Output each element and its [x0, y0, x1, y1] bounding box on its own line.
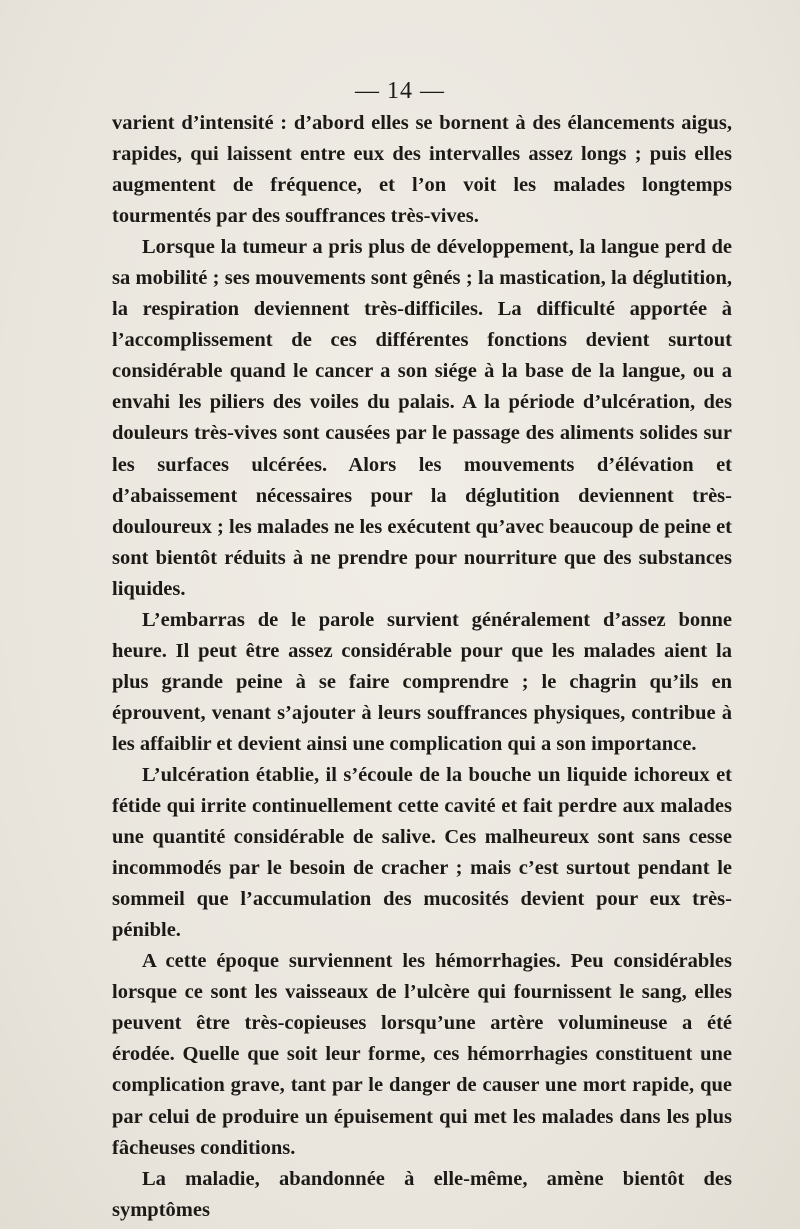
paragraph-5: A cette époque surviennent les hémorrhagies. Peu considérables lorsque ce sont les vaisseaux de l’ulcère qui fournissent le sang, elles peuvent être très-copieuses lorsqu’une artère volumineuse a été érodée. Quelle que soit leur forme, ces hémorrhagies constituent une complication grave, tant par le danger de causer une mort rapide, que par celui de produire un épuisement qui met les malades dans les plus fâcheuses conditions.: [112, 950, 732, 1159]
paragraph-3: L’embarras de le parole survient généralement d’assez bonne heure. Il peut être assez considérable pour que les malades aient la plus grande peine à se faire comprendre ; le chagrin qu’ils en éprouvent, venant s’ajouter à leurs souffrances physiques, contribue à les affaiblir et devient ainsi une complication qui a son importance.: [112, 608, 732, 755]
paragraph-2: Lorsque la tumeur a pris plus de développement, la langue perd de sa mobilité ; ses mouvements sont gênés ; la mastication, la déglutition, la respiration deviennent très-difficiles. La difficulté apportée à l’accomplissement de ces différentes fonctions devient surtout considérable quand le cancer a son siége à la base de la langue, ou a envahi les piliers des voiles du palais. A la période d’ulcération, des douleurs très-vives sont causées par le passage des aliments solides sur les surfaces ulcérées. Alors les mouvements d’élévation et d’abaissement nécessaires pour la déglutition deviennent très-douloureux ; les malades ne les exécutent qu’avec beaucoup de peine et sont bientôt réduits à ne prendre pour nourriture que des substances liquides.: [112, 236, 732, 600]
page-number-header: — 14 —: [355, 78, 445, 104]
paragraph-6: La maladie, abandonnée à elle-même, amène bientôt des symptômes: [112, 1167, 732, 1221]
paragraph-1: varient d’intensité : d’abord elles se bornent à des élancements aigus, rapides, qui laissent entre eux des intervalles assez longs ; puis elles augmentent de fréquence, et l’on voit les malades longtemps tourmentés par des souffrances très-vives.: [112, 112, 732, 228]
body-text: [112, 108, 732, 1226]
paragraph-4: L’ulcération établie, il s’écoule de la bouche un liquide ichoreux et fétide qui irrite continuellement cette cavité et fait perdre aux malades une quantité considérable de salive. Ces malheureux sont sans cesse incommodés par le besoin de cracher ; mais c’est surtout pendant le sommeil que l’accumulation des mucosités devient pour eux très-pénible.: [112, 763, 732, 942]
